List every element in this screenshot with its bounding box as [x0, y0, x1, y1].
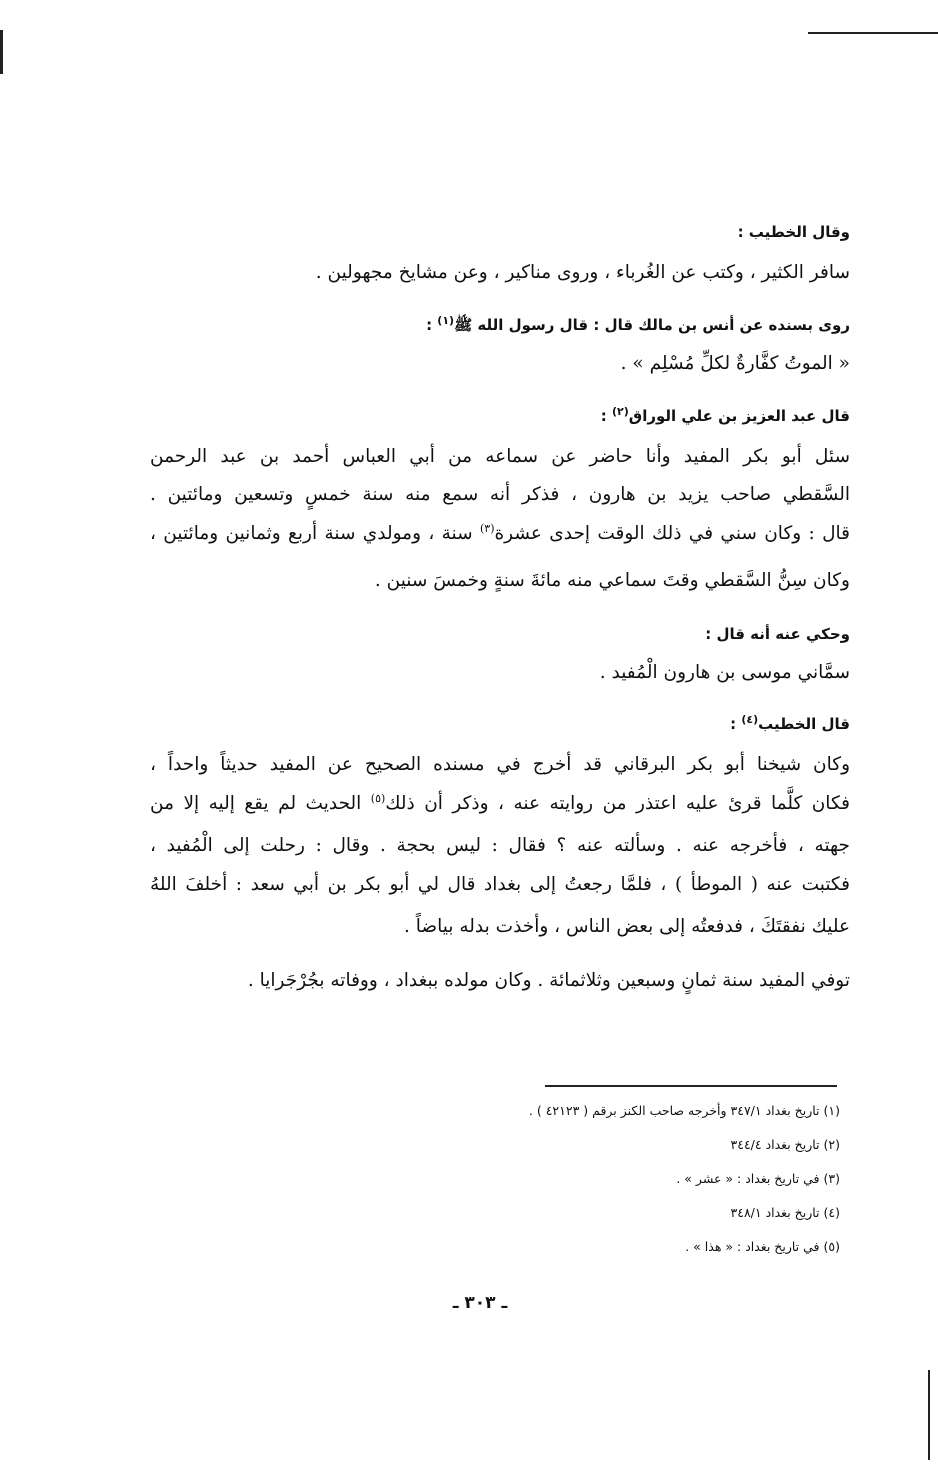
body-line: جهته ، فأخرجه عنه . وسألته عنه ؟ فقال : ليس بحجة . وقال : رحلت إلى الْمُفيد ، [150, 835, 850, 856]
footnote: (٢) تاريخ بغداد ٣٤٤/٤ [730, 1137, 840, 1152]
body-line: سئل أبو بكر المفيد وأنا حاضر عن سماعه من أبي العباس أحمد بن عبد الرحمن [150, 446, 850, 467]
footnote: (٤) تاريخ بغداد ٣٤٨/١ [730, 1205, 840, 1220]
body-line: سافر الكثير ، وكتب عن الغُرباء ، وروى مناكير ، وعن مشايخ مجهولين . [315, 262, 850, 283]
body-line: عليك نفقتَكَ ، فدفعتُه إلى بعض الناس ، وأخذت بدله بياضاً . [404, 916, 850, 937]
page-number: ـ ٣٠٣ ـ [452, 1293, 508, 1313]
footnote: (١) تاريخ بغداد ٣٤٧/١ وأخرجه صاحب الكنز برقم ( ٤٢١٢٣ ) . [528, 1103, 840, 1118]
footnote-ref: (٢) [612, 405, 629, 418]
footnote-separator [545, 1085, 837, 1087]
footnote-ref: (١) [437, 314, 455, 327]
body-line: السَّقطي صاحب يزيد بن هارون ، فذكر أنه سمع منه سنة خمسٍ وتسعين ومائتين . [150, 484, 850, 505]
footnote: (٣) في تاريخ بغداد : « عشر » . [676, 1171, 840, 1186]
section-heading: وقال الخطيب : [737, 223, 850, 241]
footnote-ref: (٤) [741, 713, 759, 726]
body-line: « الموتُ كفَّارةٌ لكلِّ مُسْلِم » . [620, 353, 850, 374]
section-heading: قال عبد العزيز بن علي الوراق$^{(٢)}$ : [600, 405, 850, 425]
body-line: سمَّاني موسى بن هارون الْمُفيد . [599, 662, 850, 683]
footnote-ref: (٥) [370, 791, 386, 805]
section-heading: قال الخطيب$^{(٤)}$ : [730, 713, 850, 733]
body-line: قال : وكان سني في ذلك الوقت إحدى عشرة$^{(٣)}$ سنة ، ومولدي سنة أربع وثمانين ومائتين ، [150, 521, 850, 544]
scan-edge-mark [0, 30, 3, 74]
body-line: فكتبت عنه ( الموطأ ) ، فلمَّا رجعتُ إلى بغداد قال لي أبو بكر بن أبي سعد : أخلفَ اللهُ [150, 874, 850, 895]
body-line: فكان كلَّما قرئ عليه اعتذر من روايته عنه ، وذكر أن ذلك$^{(٥)}$ الحديث لم يقع إليه إلا من [150, 791, 851, 814]
footnote-ref: (٣) [479, 521, 495, 535]
body-line: وكان شيخنا أبو بكر البرقاني قد أخرج في مسنده الصحيح عن المفيد حديثاً واحداً ، [150, 754, 850, 775]
section-heading: وحكي عنه أنه قال : [705, 625, 850, 643]
footnote: (٥) في تاريخ بغداد : « هذا » . [685, 1239, 840, 1254]
section-heading: روى بسنده عن أنس بن مالك قال : قال رسول الله ﷺ$^{(١)}$ : [426, 314, 850, 334]
body-line: وكان سِنُّ السَّقطي وقتَ سماعي منه مائةَ سنةٍ وخمسَ سنين . [374, 570, 850, 591]
scan-edge-mark [928, 1370, 930, 1460]
body-line: توفي المفيد سنة ثمانٍ وسبعين وثلاثمائة . وكان مولده ببغداد ، ووفاته بجُرْجَرايا . [247, 970, 850, 991]
header-rule [808, 32, 938, 34]
